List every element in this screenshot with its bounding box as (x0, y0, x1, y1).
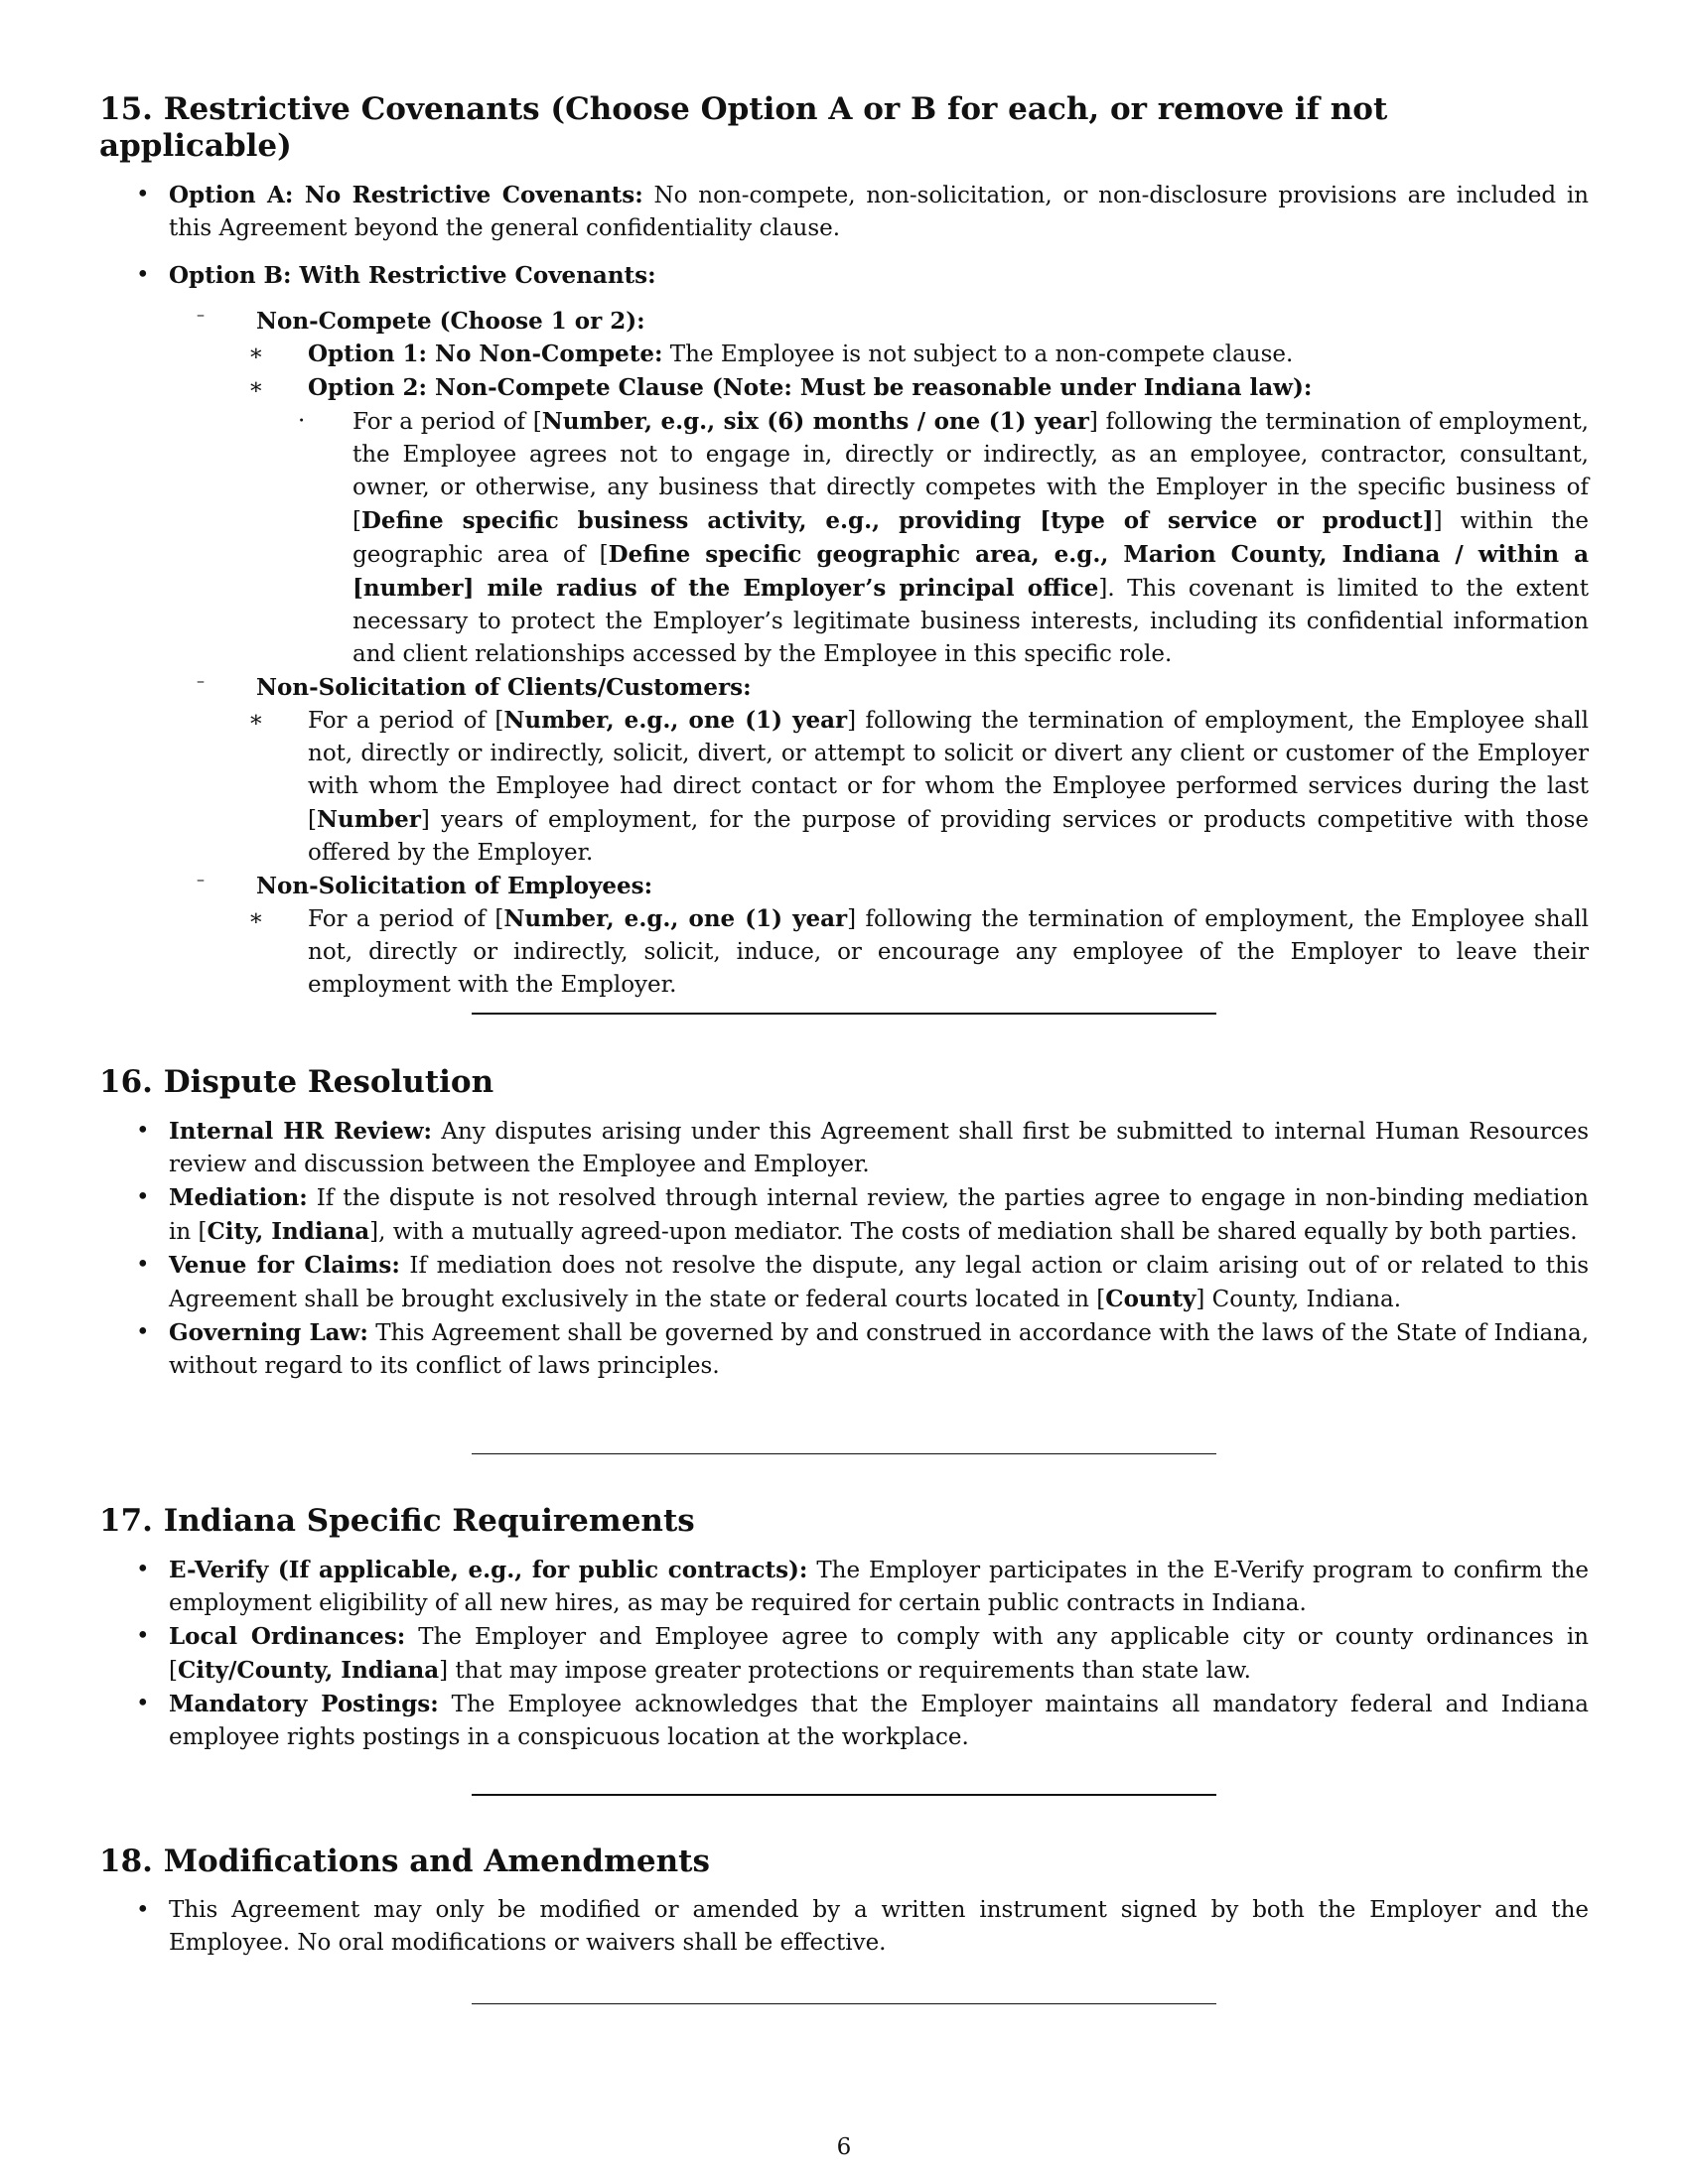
section-17-title: 17. Indiana Specific Requirements (99, 1503, 695, 1539)
option-1-item (99, 338, 1589, 371)
list-item: • Venue for Claims: If mediation does not resolve the dispute, any legal action or claim arising out of or related to this Agreement shall be brought exclusively in the state or federal courts located in [County] County, Indiana. (99, 1249, 1589, 1316)
dash-bullet: – (197, 870, 205, 889)
non-solicitation-employees-clause: ∗ For a period of [Number, e.g., one (1) year] following the termination of employment, the Employee shall not, directly or indirectly, solicit, induce, or encourage any employee of the Employer to leave their employment with the Employer. (99, 902, 1589, 1002)
option-2-item (99, 371, 1589, 405)
section-15-title: 15. Restrictive Covenants (Choose Option A or B for each, or remove if not applicable) (99, 91, 1388, 165)
section-15 (99, 91, 1589, 1002)
list-item: • Internal HR Review: Any disputes arising under this Agreement shall first be submitted to internal Human Resources review and discussion between the Employee and Employer. (99, 1115, 1589, 1181)
list-item: • Mediation: If the dispute is not resolved through internal review, the parties agree to engage in non-binding mediation in [City, Indiana], with a mutually agreed-upon mediator. The costs of mediation shall be shared equally by both parties. (99, 1181, 1589, 1249)
non-solicitation-employees-heading: – Non-Solicitation of Employees: (197, 870, 653, 900)
option-1-text: The Employee is not subject to a non-compete clause. (662, 341, 1294, 368)
page-number: 6 (836, 2134, 852, 2160)
option-a-label: Option A: No Restrictive Covenants: (169, 182, 643, 209)
dot-bullet: · (298, 408, 306, 435)
non-solicitation-clients-heading: – Non-Solicitation of Clients/Customers: (197, 671, 752, 702)
section-divider (472, 1013, 1216, 1015)
section-15-list (99, 179, 1589, 293)
list-item: • Governing Law: This Agreement shall be governed by and construed in accordance with the laws of the State of Indiana, without regard to its conflict of laws principles. (99, 1316, 1589, 1383)
section-17-list (99, 1554, 1589, 1754)
section-divider (472, 1794, 1216, 1796)
section-divider (472, 2003, 1216, 2004)
non-compete-clause: · For a period of [Number, e.g., six (6) months / one (1) year] following the termination of employment, the Employee agrees not to engage in, directly or indirectly, as an employee, contractor, consultant, owner, or otherwise, any business that directly competes with the Employer in the specific business of [Define specific business activity, e.g., providing [type of service or product]] within the geographic area of [Define specific geographic area, e.g., Marion County, Indiana / within a [number] mile radius of the Employer’s principal office]. This covenant is limited to the extent necessary to protect the Employer’s legitimate business interests, including its confidential information and client relationships accessed by the Employee in this specific role. (99, 405, 1589, 671)
section-17 (99, 1503, 1589, 1754)
list-item: • This Agreement may only be modified or amended by a written instrument signed by both the Employer and the Employee. No oral modifications or waivers shall be effective. (99, 1894, 1589, 1960)
option-2-label: Option 2: Non-Compete Clause (Note: Must be reasonable under Indiana law): (308, 374, 1313, 402)
section-18 (99, 1843, 1589, 1960)
asterisk-bullet: ∗ (248, 707, 264, 734)
list-item: • E-Verify (If applicable, e.g., for public contracts): The Employer participates in the E-Verify program to confirm the employment eligibility of all new hires, as may be required for certain public contracts in Indiana. (99, 1554, 1589, 1620)
option-b-label: Option B: With Restrictive Covenants: (169, 262, 656, 290)
section-16-list (99, 1115, 1589, 1383)
option-b-details (99, 305, 1589, 1002)
section-divider (472, 1453, 1216, 1454)
asterisk-bullet: ∗ (248, 374, 264, 401)
option-1-label: Option 1: No Non-Compete: (308, 341, 663, 368)
section-18-title: 18. Modifications and Amendments (99, 1843, 710, 1879)
asterisk-bullet: ∗ (248, 341, 264, 367)
section-18-list (99, 1894, 1589, 1960)
asterisk-bullet: ∗ (248, 905, 264, 932)
list-item: • Mandatory Postings: The Employee acknowledges that the Employer maintains all mandatory federal and Indiana employee rights postings in a conspicuous location at the workplace. (99, 1688, 1589, 1754)
non-compete-heading: – Non-Compete (Choose 1 or 2): (197, 305, 645, 336)
option-a-text: No non-compete, non-solicitation, or non-disclosure provisions are included in this Agreement beyond the general confidentiality clause. (169, 183, 1589, 242)
section-16-title: 16. Dispute Resolution (99, 1064, 494, 1100)
list-item: • Local Ordinances: The Employer and Employee agree to comply with any applicable city or county ordinances in [City/County, Indiana] that may impose greater protections or requirements than state law. (99, 1620, 1589, 1688)
dash-bullet: – (197, 671, 205, 691)
non-solicitation-clients-clause: ∗ For a period of [Number, e.g., one (1) year] following the termination of employment, the Employee shall not, directly or indirectly, solicit, divert, or attempt to solicit or divert any client or customer of the Employer with whom the Employee had direct contact or for whom the Employee performed services during the last [Number] years of employment, for the purpose of providing services or products competitive with those offered by the Employer. (99, 704, 1589, 870)
section-16 (99, 1064, 1589, 1383)
list-item (99, 259, 1589, 293)
dash-bullet: – (197, 305, 205, 325)
list-item (99, 179, 1589, 245)
